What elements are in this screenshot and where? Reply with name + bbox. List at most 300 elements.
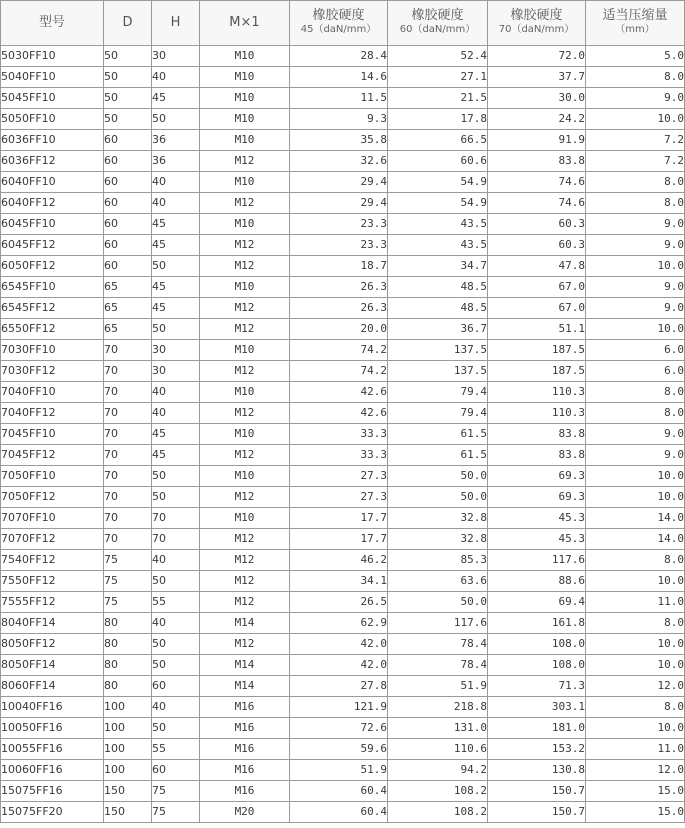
cell-compression: 10.0: [586, 634, 685, 655]
table-row: [1, 466, 685, 487]
cell-hardness-60: 32.8: [388, 529, 488, 550]
cell-hardness-60: 110.6: [388, 739, 488, 760]
cell-d: 75: [104, 550, 152, 571]
cell-d: 70: [104, 508, 152, 529]
table-row: [1, 508, 685, 529]
cell-compression: 8.0: [586, 67, 685, 88]
cell-h: 45: [152, 424, 200, 445]
cell-hardness-60: 137.5: [388, 340, 488, 361]
cell-hardness-45: 74.2: [290, 340, 388, 361]
cell-hardness-60: 108.2: [388, 802, 488, 823]
cell-hardness-45: 26.5: [290, 592, 388, 613]
table-row: [1, 172, 685, 193]
cell-hardness-70: 67.0: [488, 277, 586, 298]
cell-d: 65: [104, 298, 152, 319]
cell-hardness-70: 60.3: [488, 235, 586, 256]
cell-h: 40: [152, 697, 200, 718]
cell-d: 60: [104, 256, 152, 277]
cell-model: 15075FF16: [1, 781, 104, 802]
cell-thread: M10: [200, 46, 290, 67]
cell-compression: 8.0: [586, 550, 685, 571]
cell-model: 7555FF12: [1, 592, 104, 613]
cell-model: 15075FF20: [1, 802, 104, 823]
cell-compression: 9.0: [586, 88, 685, 109]
cell-hardness-70: 130.8: [488, 760, 586, 781]
cell-h: 50: [152, 655, 200, 676]
cell-d: 70: [104, 466, 152, 487]
table-row: [1, 361, 685, 382]
cell-d: 65: [104, 277, 152, 298]
cell-d: 150: [104, 781, 152, 802]
cell-h: 55: [152, 739, 200, 760]
cell-h: 36: [152, 151, 200, 172]
cell-compression: 10.0: [586, 109, 685, 130]
table-row: [1, 109, 685, 130]
cell-thread: M14: [200, 676, 290, 697]
cell-hardness-70: 71.3: [488, 676, 586, 697]
cell-h: 60: [152, 676, 200, 697]
cell-hardness-60: 43.5: [388, 235, 488, 256]
cell-model: 5045FF10: [1, 88, 104, 109]
cell-hardness-45: 26.3: [290, 277, 388, 298]
cell-hardness-45: 42.6: [290, 382, 388, 403]
cell-hardness-45: 42.0: [290, 655, 388, 676]
cell-hardness-45: 51.9: [290, 760, 388, 781]
cell-model: 8050FF14: [1, 655, 104, 676]
cell-d: 80: [104, 613, 152, 634]
cell-hardness-60: 36.7: [388, 319, 488, 340]
cell-thread: M12: [200, 151, 290, 172]
cell-hardness-45: 33.3: [290, 445, 388, 466]
cell-hardness-70: 24.2: [488, 109, 586, 130]
cell-d: 60: [104, 172, 152, 193]
cell-model: 5040FF10: [1, 67, 104, 88]
cell-d: 50: [104, 67, 152, 88]
table-header: [1, 1, 685, 46]
cell-model: 7550FF12: [1, 571, 104, 592]
cell-hardness-60: 50.0: [388, 592, 488, 613]
cell-d: 70: [104, 487, 152, 508]
cell-hardness-60: 131.0: [388, 718, 488, 739]
cell-model: 6545FF10: [1, 277, 104, 298]
cell-hardness-70: 187.5: [488, 340, 586, 361]
cell-hardness-70: 83.8: [488, 445, 586, 466]
cell-thread: M12: [200, 445, 290, 466]
cell-hardness-70: 69.3: [488, 466, 586, 487]
cell-hardness-70: 83.8: [488, 151, 586, 172]
cell-compression: 6.0: [586, 361, 685, 382]
cell-hardness-45: 27.3: [290, 466, 388, 487]
cell-hardness-60: 60.6: [388, 151, 488, 172]
cell-d: 100: [104, 760, 152, 781]
cell-hardness-45: 32.6: [290, 151, 388, 172]
cell-hardness-45: 72.6: [290, 718, 388, 739]
cell-hardness-70: 69.3: [488, 487, 586, 508]
cell-hardness-60: 78.4: [388, 634, 488, 655]
cell-compression: 9.0: [586, 445, 685, 466]
table-row: [1, 424, 685, 445]
cell-hardness-70: 181.0: [488, 718, 586, 739]
cell-h: 70: [152, 529, 200, 550]
cell-thread: M16: [200, 739, 290, 760]
cell-thread: M12: [200, 487, 290, 508]
cell-hardness-45: 29.4: [290, 172, 388, 193]
cell-model: 7045FF10: [1, 424, 104, 445]
cell-hardness-45: 121.9: [290, 697, 388, 718]
cell-d: 80: [104, 655, 152, 676]
cell-model: 10040FF16: [1, 697, 104, 718]
cell-hardness-60: 63.6: [388, 571, 488, 592]
table-row: [1, 718, 685, 739]
table-row: [1, 340, 685, 361]
cell-thread: M10: [200, 382, 290, 403]
cell-h: 50: [152, 718, 200, 739]
cell-thread: M10: [200, 277, 290, 298]
cell-thread: M12: [200, 550, 290, 571]
cell-hardness-45: 62.9: [290, 613, 388, 634]
cell-model: 5030FF10: [1, 46, 104, 67]
cell-compression: 9.0: [586, 298, 685, 319]
cell-hardness-45: 27.8: [290, 676, 388, 697]
cell-model: 7045FF12: [1, 445, 104, 466]
cell-hardness-70: 91.9: [488, 130, 586, 151]
cell-d: 60: [104, 151, 152, 172]
cell-hardness-60: 34.7: [388, 256, 488, 277]
cell-d: 50: [104, 46, 152, 67]
cell-thread: M10: [200, 508, 290, 529]
cell-hardness-45: 26.3: [290, 298, 388, 319]
cell-hardness-45: 23.3: [290, 235, 388, 256]
cell-model: 6545FF12: [1, 298, 104, 319]
table-row: [1, 802, 685, 823]
cell-hardness-45: 29.4: [290, 193, 388, 214]
cell-thread: M10: [200, 424, 290, 445]
cell-d: 70: [104, 529, 152, 550]
header-thread: M×1: [200, 1, 290, 46]
table-body: [1, 46, 685, 823]
cell-thread: M14: [200, 655, 290, 676]
table-row: [1, 760, 685, 781]
cell-h: 40: [152, 403, 200, 424]
cell-d: 70: [104, 361, 152, 382]
cell-hardness-70: 110.3: [488, 382, 586, 403]
cell-d: 150: [104, 802, 152, 823]
cell-hardness-45: 20.0: [290, 319, 388, 340]
cell-model: 6050FF12: [1, 256, 104, 277]
cell-model: 6036FF10: [1, 130, 104, 151]
cell-model: 8040FF14: [1, 613, 104, 634]
cell-hardness-70: 110.3: [488, 403, 586, 424]
cell-hardness-45: 59.6: [290, 739, 388, 760]
cell-compression: 10.0: [586, 655, 685, 676]
cell-h: 45: [152, 88, 200, 109]
cell-compression: 15.0: [586, 781, 685, 802]
table-row: [1, 46, 685, 67]
table-row: [1, 550, 685, 571]
cell-h: 45: [152, 214, 200, 235]
cell-hardness-45: 14.6: [290, 67, 388, 88]
cell-model: 6036FF12: [1, 151, 104, 172]
cell-thread: M12: [200, 592, 290, 613]
cell-hardness-70: 153.2: [488, 739, 586, 760]
cell-model: 7030FF12: [1, 361, 104, 382]
cell-h: 40: [152, 382, 200, 403]
cell-h: 75: [152, 781, 200, 802]
table-row: [1, 655, 685, 676]
cell-thread: M12: [200, 193, 290, 214]
cell-compression: 10.0: [586, 466, 685, 487]
cell-model: 10060FF16: [1, 760, 104, 781]
cell-thread: M10: [200, 172, 290, 193]
cell-compression: 8.0: [586, 382, 685, 403]
table-row: [1, 739, 685, 760]
cell-hardness-70: 69.4: [488, 592, 586, 613]
cell-hardness-70: 74.6: [488, 193, 586, 214]
cell-thread: M10: [200, 109, 290, 130]
cell-d: 80: [104, 634, 152, 655]
cell-thread: M12: [200, 634, 290, 655]
table-row: [1, 214, 685, 235]
cell-thread: M16: [200, 718, 290, 739]
cell-d: 50: [104, 88, 152, 109]
cell-hardness-70: 45.3: [488, 529, 586, 550]
cell-hardness-60: 21.5: [388, 88, 488, 109]
cell-thread: M16: [200, 781, 290, 802]
cell-d: 60: [104, 214, 152, 235]
cell-compression: 9.0: [586, 235, 685, 256]
cell-hardness-70: 161.8: [488, 613, 586, 634]
cell-h: 50: [152, 634, 200, 655]
cell-compression: 10.0: [586, 487, 685, 508]
cell-compression: 8.0: [586, 697, 685, 718]
table-row: [1, 634, 685, 655]
cell-hardness-60: 79.4: [388, 403, 488, 424]
cell-hardness-45: 74.2: [290, 361, 388, 382]
cell-model: 6045FF10: [1, 214, 104, 235]
cell-hardness-70: 74.6: [488, 172, 586, 193]
cell-d: 75: [104, 571, 152, 592]
cell-d: 70: [104, 340, 152, 361]
header-d: D: [104, 1, 152, 46]
cell-compression: 7.2: [586, 130, 685, 151]
cell-h: 50: [152, 571, 200, 592]
cell-thread: M12: [200, 529, 290, 550]
cell-hardness-60: 48.5: [388, 277, 488, 298]
cell-hardness-45: 17.7: [290, 508, 388, 529]
cell-compression: 11.0: [586, 739, 685, 760]
cell-hardness-70: 51.1: [488, 319, 586, 340]
cell-hardness-45: 17.7: [290, 529, 388, 550]
table-row: [1, 256, 685, 277]
cell-thread: M10: [200, 340, 290, 361]
cell-hardness-45: 28.4: [290, 46, 388, 67]
cell-hardness-70: 150.7: [488, 802, 586, 823]
table-row: [1, 298, 685, 319]
cell-hardness-60: 50.0: [388, 466, 488, 487]
cell-hardness-70: 72.0: [488, 46, 586, 67]
cell-hardness-60: 117.6: [388, 613, 488, 634]
cell-thread: M10: [200, 130, 290, 151]
table-row: [1, 697, 685, 718]
header-h: H: [152, 1, 200, 46]
cell-model: 7030FF10: [1, 340, 104, 361]
cell-thread: M10: [200, 67, 290, 88]
cell-model: 7050FF12: [1, 487, 104, 508]
cell-h: 40: [152, 67, 200, 88]
cell-d: 70: [104, 382, 152, 403]
cell-hardness-60: 79.4: [388, 382, 488, 403]
cell-hardness-45: 23.3: [290, 214, 388, 235]
cell-hardness-60: 32.8: [388, 508, 488, 529]
cell-model: 5050FF10: [1, 109, 104, 130]
cell-compression: 10.0: [586, 256, 685, 277]
cell-hardness-70: 108.0: [488, 634, 586, 655]
cell-hardness-60: 54.9: [388, 172, 488, 193]
cell-h: 55: [152, 592, 200, 613]
cell-compression: 14.0: [586, 529, 685, 550]
cell-model: 7040FF10: [1, 382, 104, 403]
cell-compression: 10.0: [586, 718, 685, 739]
table-row: [1, 235, 685, 256]
cell-compression: 9.0: [586, 277, 685, 298]
cell-hardness-45: 27.3: [290, 487, 388, 508]
header-hardness-70: 橡胶硬度 70（daN/mm）: [488, 1, 586, 46]
cell-compression: 11.0: [586, 592, 685, 613]
cell-thread: M10: [200, 214, 290, 235]
cell-hardness-60: 61.5: [388, 424, 488, 445]
cell-hardness-45: 11.5: [290, 88, 388, 109]
cell-model: 6550FF12: [1, 319, 104, 340]
cell-thread: M12: [200, 403, 290, 424]
cell-model: 8060FF14: [1, 676, 104, 697]
cell-compression: 6.0: [586, 340, 685, 361]
cell-thread: M12: [200, 235, 290, 256]
cell-hardness-60: 51.9: [388, 676, 488, 697]
cell-h: 50: [152, 487, 200, 508]
cell-model: 7070FF12: [1, 529, 104, 550]
cell-hardness-60: 54.9: [388, 193, 488, 214]
cell-hardness-60: 48.5: [388, 298, 488, 319]
cell-hardness-45: 35.8: [290, 130, 388, 151]
cell-model: 6040FF10: [1, 172, 104, 193]
cell-h: 50: [152, 466, 200, 487]
cell-hardness-60: 78.4: [388, 655, 488, 676]
cell-hardness-45: 9.3: [290, 109, 388, 130]
cell-compression: 5.0: [586, 46, 685, 67]
header-hardness-45: 橡胶硬度 45（daN/mm）: [290, 1, 388, 46]
cell-compression: 10.0: [586, 571, 685, 592]
cell-h: 36: [152, 130, 200, 151]
cell-compression: 7.2: [586, 151, 685, 172]
cell-hardness-70: 303.1: [488, 697, 586, 718]
cell-hardness-70: 150.7: [488, 781, 586, 802]
cell-hardness-45: 33.3: [290, 424, 388, 445]
cell-d: 100: [104, 697, 152, 718]
cell-model: 7040FF12: [1, 403, 104, 424]
cell-d: 100: [104, 739, 152, 760]
cell-hardness-60: 61.5: [388, 445, 488, 466]
cell-hardness-60: 66.5: [388, 130, 488, 151]
cell-compression: 14.0: [586, 508, 685, 529]
cell-compression: 12.0: [586, 676, 685, 697]
table-row: [1, 529, 685, 550]
cell-thread: M12: [200, 298, 290, 319]
cell-d: 50: [104, 109, 152, 130]
cell-h: 50: [152, 109, 200, 130]
cell-h: 60: [152, 760, 200, 781]
cell-model: 10055FF16: [1, 739, 104, 760]
cell-hardness-70: 30.0: [488, 88, 586, 109]
cell-d: 60: [104, 130, 152, 151]
header-model: 型号: [1, 1, 104, 46]
cell-hardness-70: 37.7: [488, 67, 586, 88]
cell-hardness-45: 60.4: [290, 802, 388, 823]
cell-h: 45: [152, 298, 200, 319]
cell-thread: M10: [200, 466, 290, 487]
cell-h: 40: [152, 172, 200, 193]
cell-model: 6040FF12: [1, 193, 104, 214]
cell-hardness-60: 137.5: [388, 361, 488, 382]
cell-d: 60: [104, 193, 152, 214]
cell-hardness-60: 17.8: [388, 109, 488, 130]
cell-hardness-45: 42.0: [290, 634, 388, 655]
cell-compression: 9.0: [586, 214, 685, 235]
table-row: [1, 319, 685, 340]
cell-h: 30: [152, 340, 200, 361]
cell-d: 75: [104, 592, 152, 613]
table-row: [1, 592, 685, 613]
cell-hardness-70: 83.8: [488, 424, 586, 445]
cell-h: 45: [152, 445, 200, 466]
cell-model: 6045FF12: [1, 235, 104, 256]
cell-hardness-70: 67.0: [488, 298, 586, 319]
cell-thread: M12: [200, 319, 290, 340]
cell-model: 7070FF10: [1, 508, 104, 529]
cell-hardness-60: 52.4: [388, 46, 488, 67]
cell-model: 7050FF10: [1, 466, 104, 487]
cell-h: 45: [152, 235, 200, 256]
cell-d: 70: [104, 403, 152, 424]
cell-h: 40: [152, 550, 200, 571]
table-row: [1, 88, 685, 109]
cell-d: 100: [104, 718, 152, 739]
cell-compression: 9.0: [586, 424, 685, 445]
cell-hardness-70: 60.3: [488, 214, 586, 235]
cell-h: 40: [152, 193, 200, 214]
cell-thread: M12: [200, 361, 290, 382]
cell-h: 30: [152, 46, 200, 67]
table-row: [1, 130, 685, 151]
table-row: [1, 571, 685, 592]
cell-hardness-60: 43.5: [388, 214, 488, 235]
cell-h: 70: [152, 508, 200, 529]
cell-hardness-70: 47.8: [488, 256, 586, 277]
cell-d: 80: [104, 676, 152, 697]
cell-hardness-60: 108.2: [388, 781, 488, 802]
cell-compression: 10.0: [586, 319, 685, 340]
cell-compression: 12.0: [586, 760, 685, 781]
cell-hardness-60: 85.3: [388, 550, 488, 571]
cell-model: 10050FF16: [1, 718, 104, 739]
cell-hardness-60: 94.2: [388, 760, 488, 781]
cell-h: 50: [152, 256, 200, 277]
cell-h: 75: [152, 802, 200, 823]
cell-hardness-70: 187.5: [488, 361, 586, 382]
cell-d: 70: [104, 424, 152, 445]
cell-d: 60: [104, 235, 152, 256]
cell-model: 8050FF12: [1, 634, 104, 655]
table-row: [1, 781, 685, 802]
